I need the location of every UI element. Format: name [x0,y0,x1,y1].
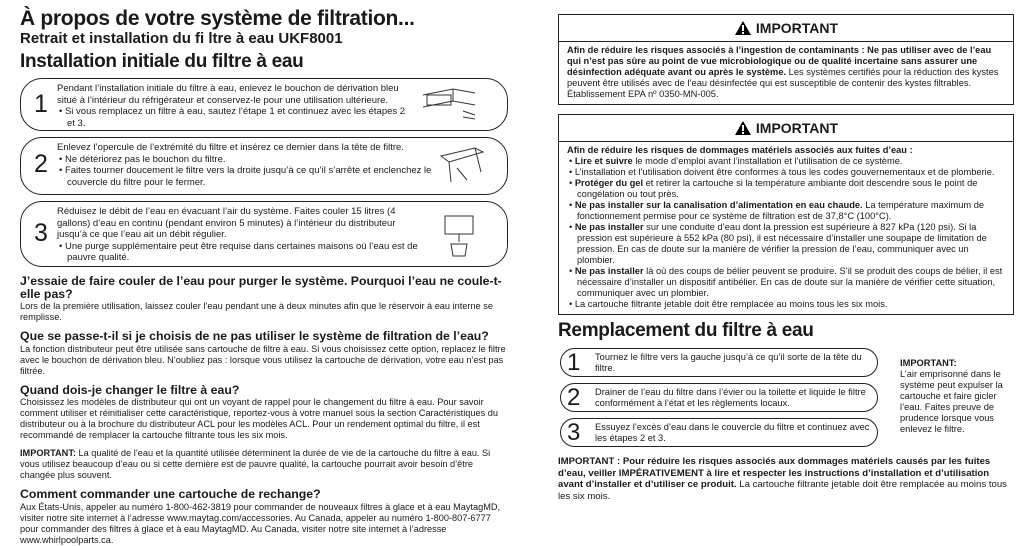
important-note [20,448,508,481]
page-title: À propos de votre système de filtration... [20,7,415,30]
important-box-header [559,15,1013,42]
important-box-body [559,42,1013,104]
faq-answer-2: La fonction distributeur peut être utilisée sans cartouche de filtre à eau. Si vous choisissez cette option, replacez le filtre avec le bouchon de dérivation bleu. N’oubliez pas : lorsque vous utilisez la cartouche de dérivation, votre eau n’est pas filtrée. [20,343,506,376]
replacement-step-list [560,342,878,447]
replacement-steps [558,342,1014,454]
step-bullet: • Si vous remplacez un filtre à eau, sautez l’étape 1 et continuez avec les étapes 2 et 3. [59,106,406,129]
important-bold-text: Afin de réduire les risques associés à l’ingestion de contaminants : Ne pas utiliser avec de l’eau qui n’est pas sûre au point de vue microbiologique ou de qualité incertaine sans assurer une désinfection adéquate avant ou après le système. [567,45,992,77]
important-label: IMPORTANT: [20,448,76,458]
dispenser-illustration-icon [431,212,487,258]
important-text: La qualité de l’eau et la quantité utilisée déterminent la durée de vie de la cartouche du filtre à eau. Si vous utilisez beaucoup d’eau ou si cette dernière est de pauvre qualité, la cartouche pourrait avoir besoin d’être changée plus souvent. [20,448,491,480]
faq-question-1: J’essaie de faire couler de l’eau pour purger le système. Pourquoi l’eau ne coule-t-elle pas? [20,274,502,301]
step-instruction: Tournez le filtre vers la gauche jusqu’à ce qu’il sorte de la tête du filtre. [595,352,862,373]
warning-icon [734,20,752,36]
important-heading: IMPORTANT [755,120,839,136]
important-normal-text: Les systèmes certifiés pour la réduction des kystes peuvent être utilisés avec de l’eau désinfectée qui est susceptible de contenir des kystes filtrables. Établissement EPA nº 0350-MN-005. [567,67,999,99]
faq-answer-3: Choisissez les modèles de distributeur qui ont un voyant de rappel pour le changement du filtre à eau. Pour savoir comment utiliser et réinitialiser cette caractéristique, reportez-vous à votre manuel sous la section Caractéristiques du distributeur ou à la brochure du distributeur ACL pour les modèles ACL. Pour un rendement optimal du filtre, il est recommandé de remplacer la cartouche filtrante tous les six mois. [20,397,498,440]
step-number: 1 [567,349,581,376]
step-number: 3 [34,219,48,247]
filter-insert-illustration-icon [435,142,487,188]
important-box-leaks [558,114,1014,315]
order-question: Comment commander une cartouche de rechange? [20,487,321,501]
replace-step-3 [560,418,878,447]
left-column [20,0,508,546]
step-text [57,142,447,188]
order-answer: Aux États-Unis, appeler au numéro 1-800-462-3819 pour commander de nouveaux filtres à glace et à eau MaytagMD, visiter notre site internet à l’adresse www.maytag.com/accessories. Au Canada, appeler au numéro 1-800-807-6777 pour commander des filtres à glace et à eau MaytagMD. Au Canada, visiter notre site internet à l’adresse www.whirlpoolparts.ca. [20,501,501,545]
footer-bold-text: IMPORTANT : Pour réduire les risques associés aux dommages matériels causés par les fuites d’eau, veiller IMPÉRATIVEMENT à lire et respecter les instructions d’installation et d’utilisation avant d’installer et d’utiliser ce produit. [558,456,991,490]
install-step-2 [20,137,508,195]
step-number: 1 [34,90,48,118]
step-text [57,83,409,129]
step-number: 2 [567,384,581,411]
step-bullet: • Faites tourner doucement le filtre vers la droite jusqu’à ce qu’il s’arrête et enclenchez le couvercle du filtre pour le fermer. [59,165,432,188]
important-intro: Afin de réduire les risques de dommages matériels associés aux fuites d’eau : [567,145,913,155]
step-instruction: Drainer de l’eau du filtre dans l’évier ou la toilette et liquide le filtre conformément à l’état et les règlements locaux. [595,387,866,408]
replace-step-1 [560,348,878,377]
important-item: • Ne pas installer là où des coups de bélier peuvent se produire. S’il se produit des coups de bélier, il est nécessaire d’installer un dispositif antibélier. En cas de doute sur la manière de vérifier cette situation, communiquer avec un plombier. [569,266,1003,298]
section-title-replacement: Remplacement du filtre à eau [558,320,814,341]
replace-step-2 [560,383,878,412]
right-column [558,0,1014,502]
section-title-installation: Installation initiale du filtre à eau [20,51,304,72]
important-item: • Protéger du gel et retirer la cartouche si la température ambiante doit descendre sous le point de congélation ou tout près. [569,178,978,199]
important-item: • L’installation et l’utilisation doivent être conformes à tous les codes gouvernementaux et de plomberie. [569,167,995,177]
step-instruction: Réduisez le débit de l’eau en évacuant l’air du système. Faites couler 15 litres (4 gallons) d’eau en continu (pendant environ 5 minutes) à l’intérieur du distributeur jusqu’à ce que l’eau ait un débit régulier. [57,206,396,240]
step-text [57,206,427,264]
faq-answer-1: Lors de la première utilisation, laissez couler l’eau pendant une à deux minutes afin que le réservoir à eau interne se remplisse. [20,301,493,322]
important-item: • La cartouche filtrante jetable doit être remplacée au moins tous les six mois. [569,299,888,309]
faq-question-3: Quand dois-je changer le filtre à eau? [20,382,240,397]
warning-icon [734,120,752,136]
step-number: 3 [567,419,581,446]
install-step-1 [20,78,508,131]
faq-question-2: Que se passe-t-il si je choisis de ne pas utiliser le système de filtration de l’eau? [20,329,489,343]
step-bullet: • Une purge supplémentaire peut être requise dans certaines maisons où l’eau est de pauvre qualité. [59,240,418,263]
footer-important [558,456,1014,502]
important-box-header [559,115,1013,142]
important-item: • Lire et suivre le mode d’emploi avant l’installation et l’utilisation de ce système. [569,156,903,166]
step-instruction: Pendant l’installation initiale du filtre à eau, enlevez le bouchon de dérivation bleu situé à l’intérieur du réfrigérateur et conservez-le pour une utilisation ultérieure. [57,83,399,106]
footer-normal-text: La cartouche filtrante jetable doit être remplacée au moins tous les six mois. [558,479,1007,502]
important-heading: IMPORTANT [755,20,839,36]
important-item: • Ne pas installer sur la canalisation d’alimentation en eau chaude. La température maximum de fonctionnement permise pour ce système de filtration est de 37,8°C (100°C). [569,200,985,221]
important-item: • Ne pas installer sur une conduite d’eau dont la pression est supérieure à 827 kPa (120 psi). Si la pression est supérieure à 552 kPa (80 psi), il est nécessaire d’installer une soupape de limitation de pression. En cas de doute sur la manière de vérifier la pression de l’eau, communiquer avec un plombier. [569,222,987,265]
important-box-body [559,142,1013,314]
step-number: 2 [34,150,48,178]
step-instruction: Essuyez l’excès d’eau dans le couvercle du filtre et continuez avec les étapes 2 et 3. [595,422,870,443]
side-important-text: L’air emprisonné dans le système peut expulser la cartouche et faire gicler l’eau. Faites preuve de prudence lorsque vous enlevez le filtre. [900,369,1003,434]
side-important-note [900,358,1014,435]
step-instruction: Enlevez l’opercule de l’extrémité du filtre et insérez ce dernier dans la tête de filtre. [57,142,404,153]
install-step-3 [20,201,508,267]
side-important-label: IMPORTANT: [900,358,957,368]
bypass-cap-illustration-icon [419,85,479,121]
important-box-contaminants [558,14,1014,105]
step-bullet: • Ne détériorez pas le bouchon du filtre. [59,153,226,165]
page-subtitle: Retrait et installation du fi ltre à eau UKF8001 [20,30,343,47]
